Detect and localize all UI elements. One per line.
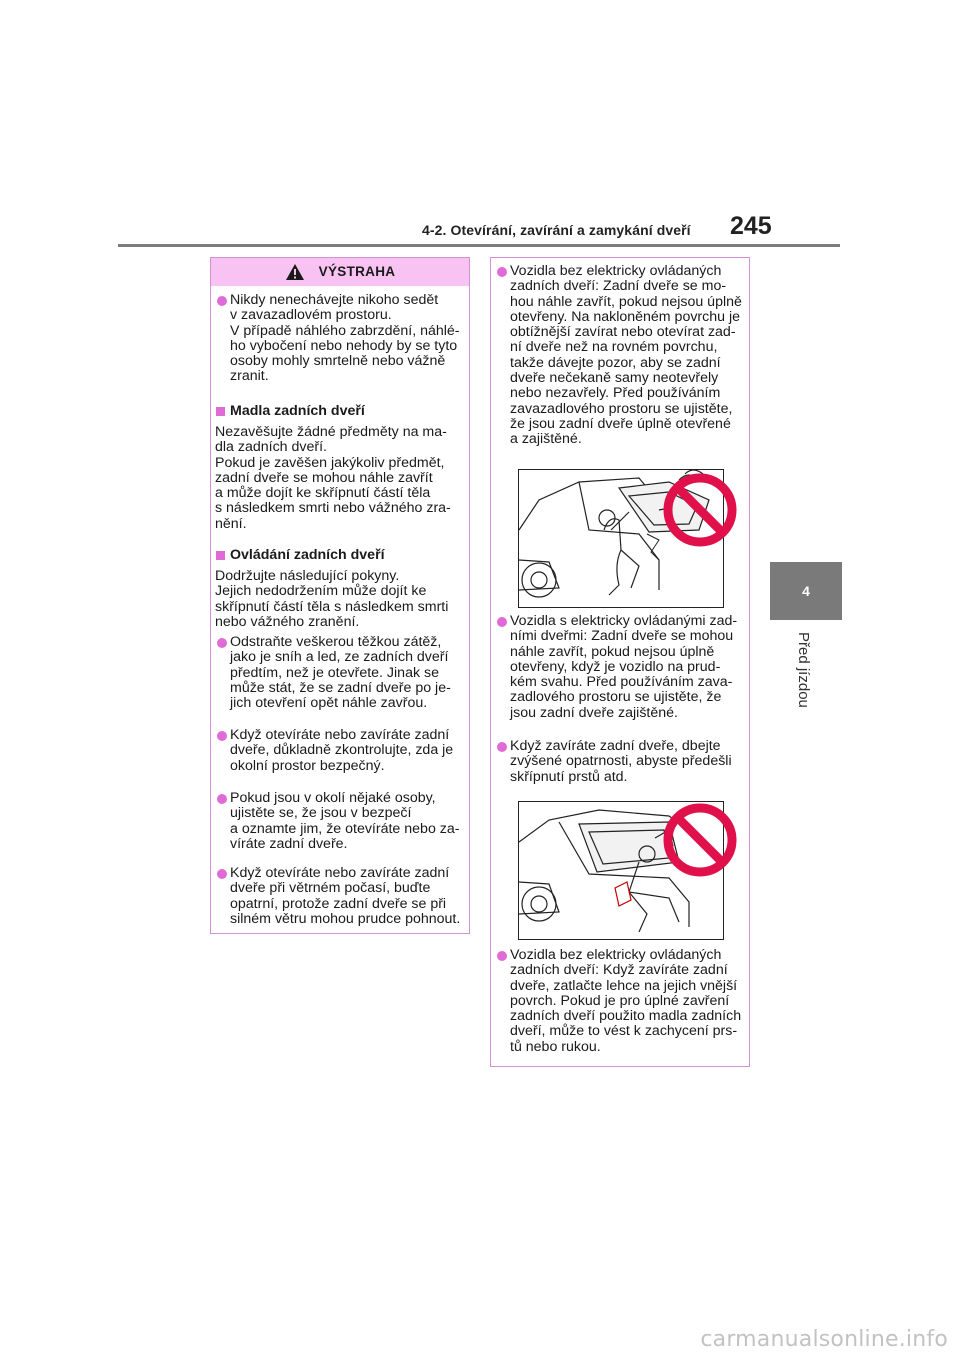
warning-paragraph: Dodržujte následující pokyny. Jejich nedodržením může dojít ke skřípnutí částí těla s následkem smrti nebo vážného zranění. <box>215 568 449 630</box>
warning-bullet: Vozidla bez elektricky ovládaných zadních dveří: Když zavíráte zadní dveře, zatlačte lehce na jejich vnější povrch. Pokud je pro úplné zavření zadních dveří použito madla zadních dveří, může to vést k zachycení prs- tů nebo rukou. <box>495 948 762 1055</box>
warning-bullet: Když otevíráte nebo zavíráte zadní dveře, důkladně zkontrolujte, zda je okolní prostor bezpečný. <box>215 728 482 774</box>
warning-bullet: Vozidla bez elektricky ovládaných zadních dveří: Zadní dveře se mo- hou náhle zavřít, pokud nejsou úplně otevřeny. Na nakloněném povrchu je obtížnější zavírat nebo otevírat zad- ní dveře než na rovném povrchu, takže dávejte pozor, aby se zadní dveře nečekaně samy neotevřely nebo nezavřely. Před používáním zavazadlového prostoru se ujistěte, že jsou zadní dveře úplně otevřené a zajištěné. <box>495 264 762 448</box>
warning-bullet: Odstraňte veškerou těžkou zátěž, jako je sníh a led, ze zadních dveří předtím, než je otevřete. Jinak se může stát, že se zadní dveře po je- jich otevření opět náhle zavřou. <box>215 635 482 711</box>
warning-title: VÝSTRAHA <box>318 264 396 280</box>
chapter-tab[interactable] <box>770 562 842 620</box>
warning-box-left <box>210 257 470 934</box>
warning-bullet: Když zavíráte zadní dveře, dbejte zvýšené opatrnosti, abyste předešli skřípnutí prstů atd. <box>495 739 762 785</box>
warning-bullet: Pokud jsou v okolí nějaké osoby, ujistěte se, že jsou v bezpečí a oznamte jim, že otevíráte nebo za- víráte zadní dveře. <box>215 791 482 852</box>
header-divider <box>118 244 840 247</box>
warning-triangle-icon <box>285 263 305 281</box>
warning-bullet: Když otevíráte nebo zavíráte zadní dveře při větrném počasí, buďte opatrní, protože zadní dveře se při silném větru mohou prudce pohnout. <box>215 866 482 927</box>
page-number: 245 <box>730 212 772 240</box>
section-title: 4-2. Otevírání, zavírání a zamykání dveří <box>422 222 691 238</box>
warning-box-right <box>490 257 750 1067</box>
prohibition-icon <box>661 801 739 879</box>
subsection-heading: Ovládání zadních dveří <box>215 548 482 563</box>
watermark: carmanualsonline.info <box>700 1327 948 1352</box>
subsection-heading: Madla zadních dveří <box>215 404 482 419</box>
warning-paragraph: Nezavěšujte žádné předměty na ma- dla zadních dveří. Pokud je zavěšen jakýkoliv předmět, zadní dveře se mohou náhle zavřít a může dojít ke skřípnutí částí těla s následkem smrti nebo vážného zra- nění. <box>215 424 451 532</box>
chapter-label: Před jízdou <box>795 632 812 708</box>
warning-bullet: Nikdy nenechávejte nikoho sedět v zavazadlovém prostoru. V případě náhlého zabrzdění, náhlé- ho vybočení nebo nehody by se tyto osoby mohly smrtelně nebo vážně zranit. <box>215 293 482 385</box>
chapter-number: 4 <box>802 583 810 599</box>
warning-header <box>211 258 469 286</box>
prohibition-icon <box>661 471 739 549</box>
warning-bullet: Vozidla s elektricky ovládanými zad- ními dveřmi: Zadní dveře se mohou náhle zavřít, pokud nejsou úplně otevřeny, když je vozidlo na prud- kém svahu. Před používáním zava- zadlového prostoru se ujistěte, že jsou zadní dveře zajištěné. <box>495 614 762 721</box>
